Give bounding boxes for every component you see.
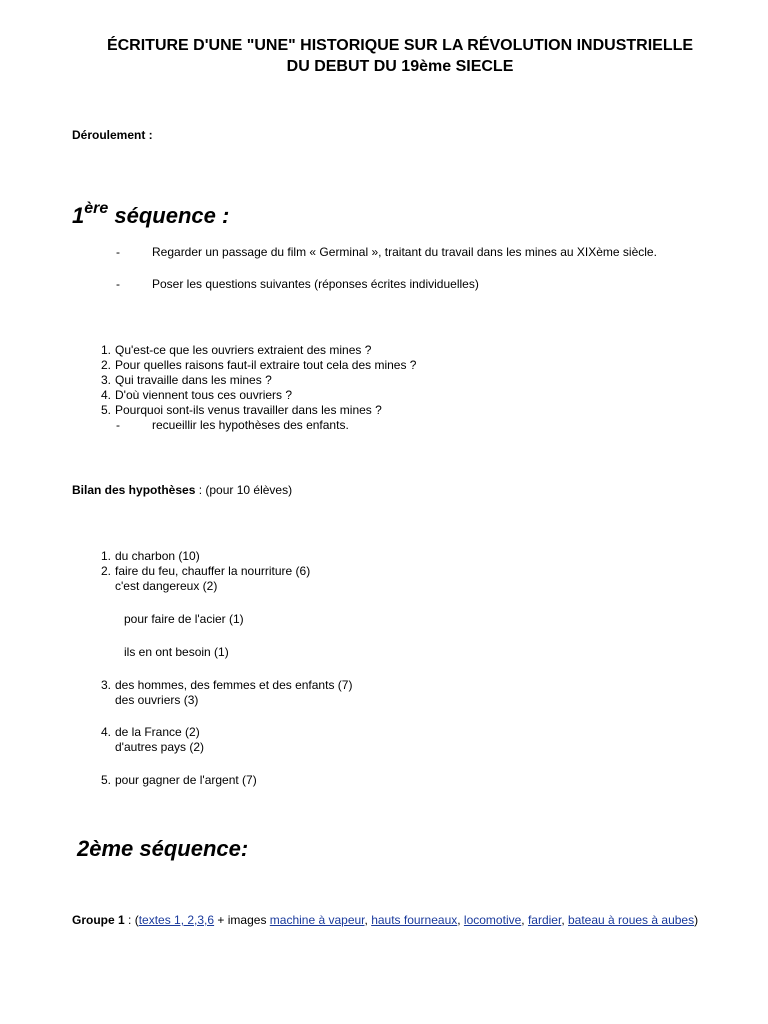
bilan-item-5: 5. pour gagner de l'argent (7) bbox=[100, 773, 257, 787]
link-hauts-fourneaux[interactable]: hauts fourneaux bbox=[371, 913, 458, 927]
list-item: 5. Pourquoi sont-ils venus travailler dans les mines ? bbox=[100, 403, 382, 417]
list-item: 2. faire du feu, chauffer la nourriture (6) bbox=[100, 564, 311, 578]
bilan-label: Bilan des hypothèses bbox=[72, 483, 196, 497]
deroulement-heading bbox=[72, 128, 153, 143]
groupe1-label: Groupe 1 bbox=[72, 913, 125, 927]
dash-marker: - bbox=[116, 245, 120, 259]
sequence1-label: séquence : bbox=[108, 203, 230, 228]
link-bateau-a-roues-a-aubes[interactable]: bateau à roues à aubes bbox=[567, 913, 695, 927]
list-item-continuation: d'autres pays (2) bbox=[115, 740, 204, 754]
dash-marker: - bbox=[116, 277, 120, 291]
sequence1-number: 1 bbox=[72, 203, 85, 228]
list-item: 1. Qu'est-ce que les ouvriers extraient des mines ? bbox=[100, 343, 372, 357]
document-title-line1: ÉCRITURE D'UNE "UNE" HISTORIQUE SUR LA RÉVOLUTION INDUSTRIELLE bbox=[106, 37, 694, 54]
list-item-continuation: c'est dangereux (2) bbox=[115, 579, 218, 593]
bilan-item-3: 3. des hommes, des femmes et des enfants (7) des ouvriers (3) bbox=[93, 678, 352, 708]
bilan-detail: : (pour 10 élèves) bbox=[195, 483, 293, 497]
link-machine-a-vapeur[interactable]: machine à vapeur bbox=[269, 913, 365, 927]
bilan-list bbox=[93, 549, 310, 594]
link-locomotive[interactable]: locomotive bbox=[463, 913, 522, 927]
list-item: 3. Qui travaille dans les mines ? bbox=[100, 373, 272, 387]
list-item: 2. Pour quelles raisons faut-il extraire tout cela des mines ? bbox=[100, 358, 417, 372]
dash-marker: - bbox=[116, 418, 120, 432]
sub-bullet-text: recueillir les hypothèses des enfants. bbox=[152, 418, 349, 432]
link-textes[interactable]: textes 1, 2,3,6 bbox=[138, 913, 215, 927]
question-list bbox=[93, 343, 416, 418]
list-item-continuation: des ouvriers (3) bbox=[115, 693, 199, 707]
link-fardier[interactable]: fardier bbox=[527, 913, 562, 927]
groupe1-line: Groupe 1 : (textes 1, 2,3,6 + images machine à vapeur, hauts fourneaux, locomotive, fardier, bateau à roues à aubes) bbox=[72, 913, 699, 927]
sequence1-sup: ère bbox=[84, 200, 109, 217]
bilan-extra-2: ils en ont besoin (1) bbox=[124, 645, 229, 659]
bilan-item-4: 4. de la France (2) d'autres pays (2) bbox=[93, 725, 204, 755]
bilan-heading bbox=[72, 483, 292, 498]
list-item: 4. D'où viennent tous ces ouvriers ? bbox=[100, 388, 293, 402]
list-item: 1. du charbon (10) bbox=[100, 549, 200, 563]
sequence1-heading bbox=[72, 200, 229, 229]
deroulement-label: Déroulement : bbox=[72, 128, 153, 142]
bullet-text: Poser les questions suivantes (réponses écrites individuelles) bbox=[152, 277, 479, 291]
bullet-text: Regarder un passage du film « Germinal », traitant du travail dans les mines au XIXème siècle. bbox=[152, 245, 657, 259]
document-title-line2: DU DEBUT DU 19ème SIECLE bbox=[286, 58, 514, 75]
bilan-extra-1: pour faire de l'acier (1) bbox=[124, 612, 244, 626]
sequence2-heading: 2ème séquence: bbox=[77, 836, 249, 861]
